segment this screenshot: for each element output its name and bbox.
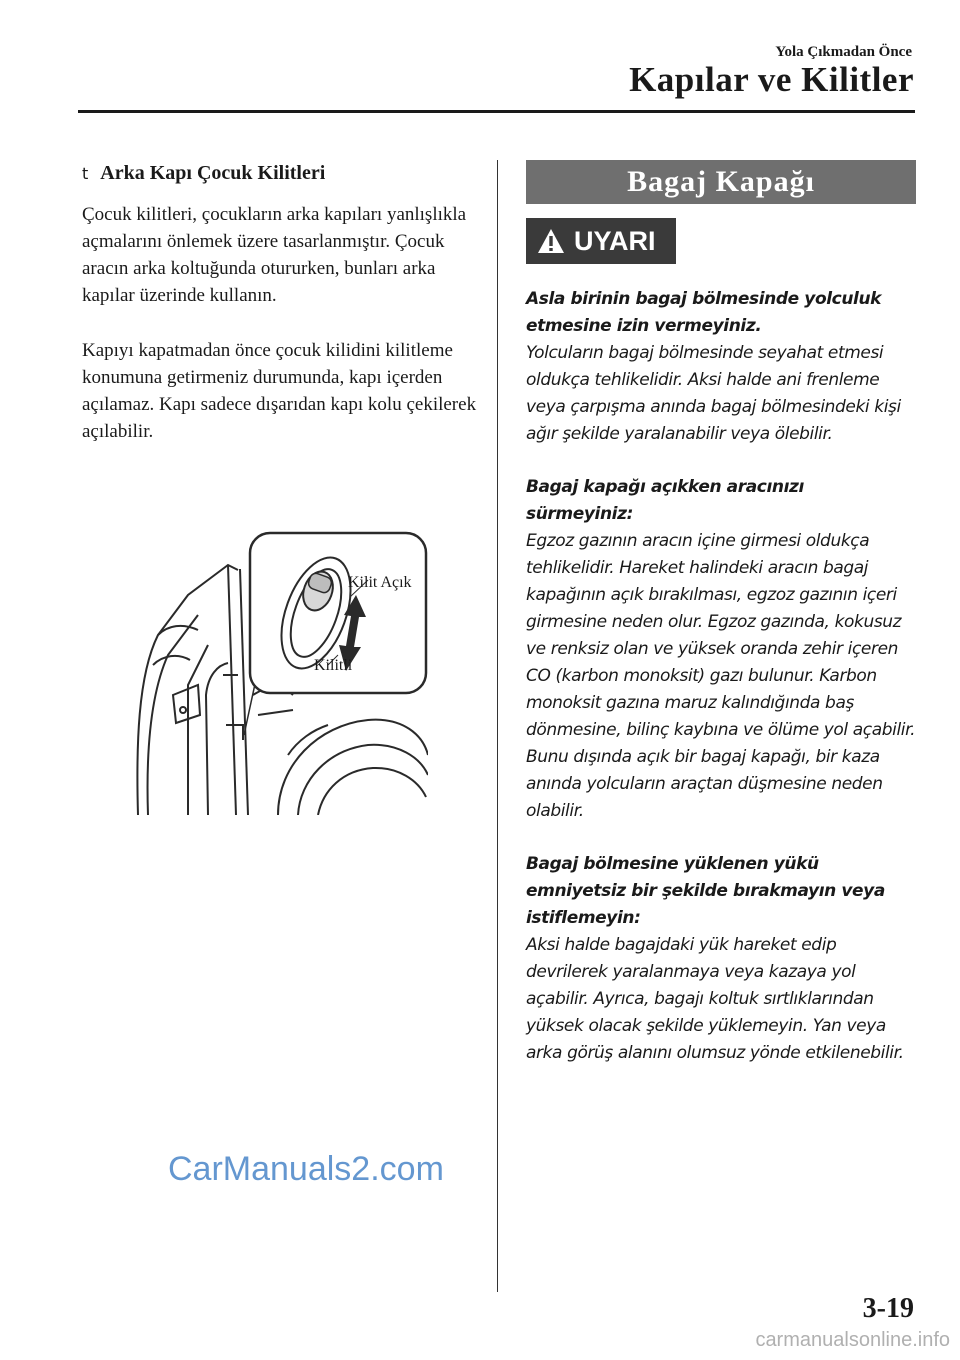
- warning-text: Aksi halde bagajdaki yük hareket edip devrilerek yaralanmaya veya kazaya yol açabilir. Ayrıca, bagajı koltuk sırtlıklarından yüksek olacak şekilde yüklemeyin. Yan veya arka görüş alanını olumsuz yönde etkilenebilir.: [526, 935, 904, 1063]
- warning-heading: Bagaj bölmesine yüklenen yükü emniyetsiz bir şekilde bırakmayın veya istiflemeyin:: [526, 854, 885, 928]
- warning-text: Yolcuların bagaj bölmesinde seyahat etmesi oldukça tehlikelidir. Aksi halde ani frenleme veya çarpışma anında bagaj bölmesindeki kişi ağır şekilde yaralanabilir veya ölebilir.: [526, 343, 901, 444]
- paragraph-intro: Çocuk kilitleri, çocukların arka kapıları yanlışlıkla açmalarını önlemek üzere tasarlanmıştır. Çocuk aracın arka koltuğunda otururken, bunları arka kapılar üzerinde kullanın.: [82, 204, 467, 306]
- paragraph-usage: Kapıyı kapatmadan önce çocuk kilidini kilitleme konumuna getirmeniz durumunda, kapı içerden açılamaz. Kapı sadece dışarıdan kapı kolu çekilerek açılabilir.: [82, 340, 477, 442]
- warning-item: [526, 474, 916, 825]
- page-number: 3-19: [862, 1293, 914, 1324]
- warning-triangle-icon: [536, 227, 566, 255]
- right-column: [526, 160, 916, 1067]
- section-title: Arka Kapı Çocuk Kilitleri: [100, 162, 326, 184]
- label-unlocked: Kilit Açık: [348, 574, 412, 591]
- page-title: Kapılar ve Kilitler: [629, 60, 914, 99]
- chapter-label: Yola Çıkmadan Önce: [775, 44, 912, 60]
- footer-watermark: carmanualsonline.info: [755, 1329, 950, 1351]
- header-rule: [78, 110, 915, 113]
- section-title-bar: Bagaj Kapağı: [526, 160, 916, 204]
- child-lock-figure: [128, 525, 428, 815]
- label-locked: Kilitli: [314, 657, 353, 674]
- warning-item: [526, 851, 916, 1067]
- column-divider: [497, 160, 498, 1292]
- warning-label: UYARI: [574, 225, 656, 256]
- warning-badge: [526, 218, 676, 264]
- left-column: [82, 160, 477, 445]
- warning-text: Egzoz gazının aracın içine girmesi oldukça tehlikelidir. Hareket halindeki aracın bagaj kapağının açık bırakılması, egzoz gazının içeri girmesine neden olur. Egzoz gazında, kokusuz ve renksiz olan ve yüksek oranda zehir içeren CO (karbon monoksit) gazı bulunur. Karbon monoksit gazına maruz kalındığında baş dönmesine, bilinç kaybına ve ölüme yol açabilir. Bunu dışında açık bir bagaj kapağı, bir kaza anında yolcuların araçtan düşmesine neden olabilir.: [526, 531, 916, 821]
- watermark: CarManuals2.com: [168, 1150, 444, 1188]
- warning-heading: Bagaj kapağı açıkken aracınızı sürmeyiniz:: [526, 477, 804, 524]
- section-heading-child-locks: [82, 162, 477, 185]
- door-illustration: [128, 525, 428, 815]
- warning-heading: Asla birinin bagaj bölmesinde yolculuk etmesine izin vermeyiniz.: [526, 289, 882, 336]
- warning-item: [526, 286, 916, 448]
- bullet-icon: t: [82, 164, 89, 183]
